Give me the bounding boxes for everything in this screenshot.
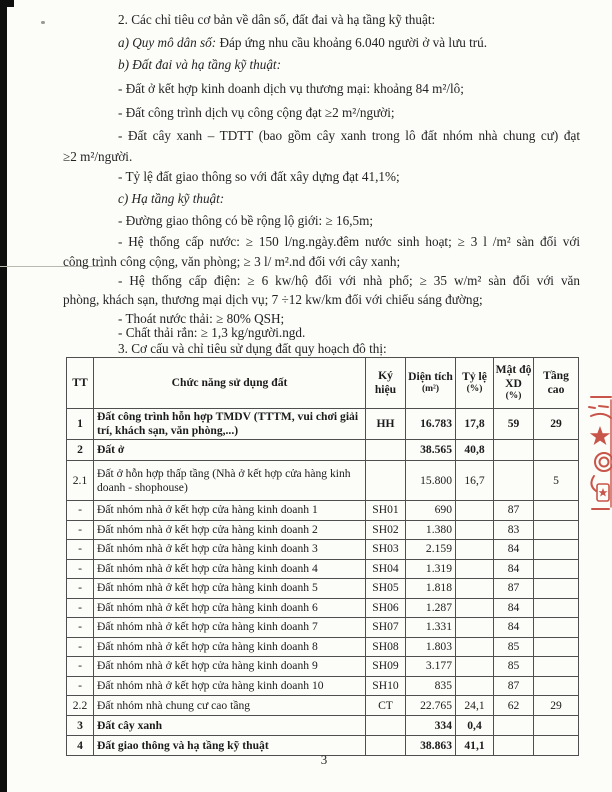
table-row — [67, 716, 579, 736]
body-line-text: - Đất cây xanh – TDTT (bao gồm cây xanh trong lô đất nhóm nhà chung cư) đạt — [118, 128, 580, 143]
table-row — [67, 696, 579, 716]
cell-den — [494, 440, 534, 461]
cell-pct — [456, 540, 494, 560]
cell-area: 38.863 — [406, 736, 456, 756]
cell-den: 85 — [494, 657, 534, 677]
cell-pct — [456, 657, 494, 677]
cell-name: Đất nhóm nhà ở kết hợp cửa hàng kinh doanh 2 — [94, 520, 366, 540]
cell-tt: - — [67, 676, 94, 696]
cell-name: Đất nhóm nhà ở kết hợp cửa hàng kinh doanh 6 — [94, 598, 366, 618]
cell-name: Đất nhóm nhà ở kết hợp cửa hàng kinh doanh 7 — [94, 618, 366, 638]
body-line-text: ≥2 m²/người. — [63, 149, 133, 164]
cell-pct — [456, 598, 494, 618]
cell-fl — [534, 657, 579, 677]
cell-sym: SH09 — [366, 657, 406, 677]
scan-edge-shadow — [0, 0, 7, 792]
table-row — [67, 520, 579, 540]
cell-name: Đất giao thông và hạ tầng kỹ thuật — [94, 736, 366, 756]
cell-fl — [534, 540, 579, 560]
column-header — [494, 358, 534, 409]
column-header — [67, 358, 94, 409]
cell-sym: SH02 — [366, 520, 406, 540]
body-line-text: - Hệ thống cấp nước: ≥ 150 l/ng.ngày.đêm nước sinh hoạt; ≥ 3 l /m² sàn đối với — [118, 234, 580, 249]
cell-fl: 29 — [534, 696, 579, 716]
cell-den: 85 — [494, 637, 534, 657]
cell-fl — [534, 618, 579, 638]
body-line — [63, 253, 580, 272]
scan-edge-corner — [0, 0, 14, 7]
cell-tt: 3 — [67, 716, 94, 736]
cell-pct — [456, 501, 494, 521]
body-line — [63, 34, 580, 53]
table-row — [67, 676, 579, 696]
cell-fl — [534, 559, 579, 579]
cell-fl — [534, 520, 579, 540]
body-line-text: - Thoát nước thải: ≥ 80% QSH; — [118, 311, 285, 326]
column-header-label: Ký hiệu — [374, 368, 397, 396]
cell-tt: - — [67, 598, 94, 618]
cell-tt: - — [67, 559, 94, 579]
cell-area: 38.565 — [406, 440, 456, 461]
body-line-italic-label: c) Hạ tầng kỹ thuật: — [118, 191, 225, 206]
table-row — [67, 657, 579, 677]
column-header — [94, 358, 366, 409]
column-header-label: Diện tích — [408, 370, 453, 384]
red-seal-fragment — [584, 392, 612, 518]
cell-sym — [366, 461, 406, 501]
cell-sym — [366, 440, 406, 461]
cell-sym: SH07 — [366, 618, 406, 638]
cell-name: Đất nhóm nhà ở kết hợp cửa hàng kinh doanh 1 — [94, 501, 366, 521]
land-use-table — [66, 357, 579, 756]
cell-fl — [534, 637, 579, 657]
cell-den: 87 — [494, 501, 534, 521]
cell-den: 84 — [494, 559, 534, 579]
scan-artifact-dot — [41, 21, 45, 24]
column-header — [534, 358, 579, 409]
table-row — [67, 409, 579, 440]
body-line — [63, 104, 580, 123]
cell-sym — [366, 716, 406, 736]
cell-fl — [534, 716, 579, 736]
page-number: 3 — [320, 752, 328, 767]
cell-tt: - — [67, 618, 94, 638]
cell-pct — [456, 579, 494, 599]
cell-tt: 2.1 — [67, 461, 94, 501]
cell-fl: 5 — [534, 461, 579, 501]
cell-name: Đất nhóm nhà ở kết hợp cửa hàng kinh doanh 10 — [94, 676, 366, 696]
cell-tt: - — [67, 657, 94, 677]
body-line — [63, 212, 580, 231]
cell-den: 62 — [494, 696, 534, 716]
cell-pct: 17,8 — [456, 409, 494, 440]
column-header — [406, 358, 456, 409]
column-header-label: TT — [72, 375, 88, 389]
cell-tt: - — [67, 540, 94, 560]
cell-area: 334 — [406, 716, 456, 736]
body-line-text: - Đường giao thông có bề rộng lộ giới: ≥ 16,5m; — [118, 213, 374, 228]
cell-fl — [534, 440, 579, 461]
table-header — [67, 358, 579, 409]
cell-fl: 29 — [534, 409, 579, 440]
body-line-text: công trình công cộng, văn phòng; ≥ 3 l/ m².nd đối với cây xanh; — [63, 254, 401, 269]
cell-pct: 24,1 — [456, 696, 494, 716]
column-header-label: Tỷ lệ — [462, 370, 487, 384]
table-row — [67, 440, 579, 461]
body-line-italic-label: a) Quy mô dân số: — [118, 35, 217, 50]
cell-pct — [456, 559, 494, 579]
cell-den: 87 — [494, 579, 534, 599]
cell-pct — [456, 520, 494, 540]
cell-den: 84 — [494, 618, 534, 638]
cell-den — [494, 461, 534, 501]
cell-name: Đất nhóm nhà ở kết hợp cửa hàng kinh doanh 3 — [94, 540, 366, 560]
cell-area: 3.177 — [406, 657, 456, 677]
cell-area: 1.380 — [406, 520, 456, 540]
body-line — [63, 272, 580, 291]
cell-tt: - — [67, 637, 94, 657]
body-line-text: - Đất ở kết hợp kinh doanh dịch vụ thương mại: khoảng 84 m²/lô; — [118, 81, 464, 96]
body-line — [63, 168, 580, 187]
column-header-label: Tầng cao — [543, 368, 569, 396]
cell-tt: 2 — [67, 440, 94, 461]
cell-sym: SH04 — [366, 559, 406, 579]
body-line-text: - Hệ thống cấp điện: ≥ 6 kw/hộ đối với nhà phố; ≥ 35 w/m² sàn đối với văn — [118, 273, 580, 288]
cell-tt: 2.2 — [67, 696, 94, 716]
column-header-label: Chức năng sử dụng đất — [171, 375, 288, 389]
cell-pct: 40,8 — [456, 440, 494, 461]
cell-name: Đất nhóm nhà ở kết hợp cửa hàng kinh doanh 9 — [94, 657, 366, 677]
cell-den: 84 — [494, 598, 534, 618]
cell-name: Đất nhóm nhà ở kết hợp cửa hàng kinh doanh 5 — [94, 579, 366, 599]
cell-sym: SH06 — [366, 598, 406, 618]
body-line — [63, 80, 580, 99]
cell-sym: HH — [366, 409, 406, 440]
cell-name: Đất công trình hỗn hợp TMDV (TTTM, vui chơi giải trí, khách sạn, văn phòng,...) — [94, 409, 366, 440]
body-line-italic-label: b) Đất đai và hạ tầng kỹ thuật: — [118, 57, 281, 72]
body-line — [63, 190, 580, 209]
cell-sym: SH01 — [366, 501, 406, 521]
body-line — [63, 127, 580, 146]
cell-sym: SH08 — [366, 637, 406, 657]
column-header — [456, 358, 494, 409]
cell-area: 1.803 — [406, 637, 456, 657]
cell-fl — [534, 579, 579, 599]
cell-pct: 0,4 — [456, 716, 494, 736]
column-header-label: Mật độ XD — [495, 363, 532, 391]
table-row — [67, 540, 579, 560]
cell-sym: SH03 — [366, 540, 406, 560]
cell-pct — [456, 676, 494, 696]
cell-area: 835 — [406, 676, 456, 696]
column-header-unit: (%) — [466, 384, 483, 395]
cell-area: 1.818 — [406, 579, 456, 599]
cell-fl — [534, 676, 579, 696]
cell-sym: SH05 — [366, 579, 406, 599]
body-line-text: Đáp ứng nhu cầu khoảng 6.040 người ở và lưu trú. — [216, 35, 488, 50]
body-line — [63, 56, 580, 75]
table-row — [67, 618, 579, 638]
column-header-unit: (m²) — [421, 384, 440, 395]
table-row — [67, 579, 579, 599]
body-line-text: - Tỷ lệ đất giao thông so với đất xây dựng đạt 41,1%; — [118, 169, 400, 184]
body-line-text: phòng, khách sạn, thương mại dịch vụ; 7 ÷12 kw/km đối với chiếu sáng đường; — [63, 292, 483, 307]
cell-tt: 1 — [67, 409, 94, 440]
column-header — [366, 358, 406, 409]
cell-tt: - — [67, 520, 94, 540]
cell-name: Đất ở — [94, 440, 366, 461]
body-line-text: - Chất thải rắn: ≥ 1,3 kg/người.ngd. — [118, 325, 306, 340]
table-row — [67, 559, 579, 579]
cell-name: Đất nhóm nhà chung cư cao tầng — [94, 696, 366, 716]
body-line-text: 2. Các chỉ tiêu cơ bản về dân số, đất đai và hạ tầng kỹ thuật: — [118, 12, 436, 27]
body-line — [63, 233, 580, 252]
cell-sym: CT — [366, 696, 406, 716]
cell-sym: SH10 — [366, 676, 406, 696]
cell-den: 83 — [494, 520, 534, 540]
cell-tt: 4 — [67, 736, 94, 756]
cell-pct: 16,7 — [456, 461, 494, 501]
cell-area: 1.331 — [406, 618, 456, 638]
cell-area: 1.319 — [406, 559, 456, 579]
table-row — [67, 461, 579, 501]
cell-fl — [534, 501, 579, 521]
cell-name: Đất ở hỗn hợp thấp tầng (Nhà ở kết hợp cửa hàng kinh doanh - shophouse) — [94, 461, 366, 501]
cell-name: Đất cây xanh — [94, 716, 366, 736]
cell-name: Đất nhóm nhà ở kết hợp cửa hàng kinh doanh 8 — [94, 637, 366, 657]
body-line — [63, 148, 580, 167]
table-row — [67, 501, 579, 521]
cell-den — [494, 716, 534, 736]
cell-area: 1.287 — [406, 598, 456, 618]
cell-den: 59 — [494, 409, 534, 440]
body-line — [63, 11, 580, 30]
table-row — [67, 598, 579, 618]
cell-area: 690 — [406, 501, 456, 521]
cell-pct — [456, 637, 494, 657]
cell-area: 2.159 — [406, 540, 456, 560]
body-line-text: 3. Cơ cấu và chỉ tiêu sử dụng đất quy hoạch đô thị: — [118, 341, 387, 356]
cell-area: 16.783 — [406, 409, 456, 440]
body-line — [63, 291, 580, 310]
cell-pct — [456, 618, 494, 638]
cell-tt: - — [67, 501, 94, 521]
cell-area: 15.800 — [406, 461, 456, 501]
table-row — [67, 637, 579, 657]
cell-tt: - — [67, 579, 94, 599]
body-line-text: - Đất công trình dịch vụ công cộng đạt ≥2 m²/người; — [118, 105, 395, 120]
cell-area: 22.765 — [406, 696, 456, 716]
cell-den: 84 — [494, 540, 534, 560]
cell-fl — [534, 598, 579, 618]
cell-den: 87 — [494, 676, 534, 696]
column-header-unit: (%) — [505, 391, 522, 402]
cell-pct: 41,1 — [456, 736, 494, 756]
cell-name: Đất nhóm nhà ở kết hợp cửa hàng kinh doanh 4 — [94, 559, 366, 579]
